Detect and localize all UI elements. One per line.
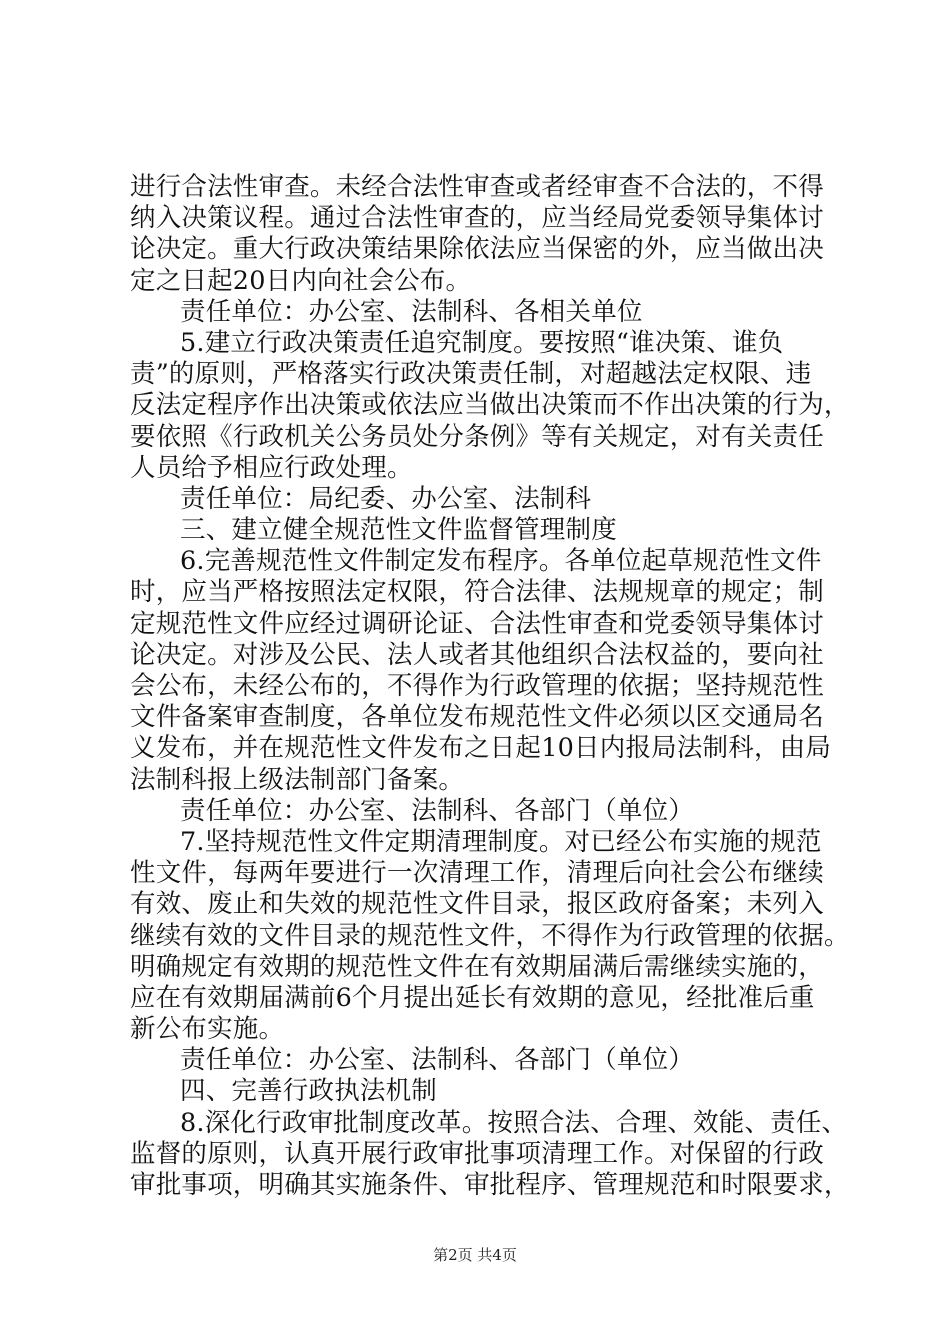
- text-line: 8.深化行政审批制度改革。按照合法、合理、效能、责任、: [180, 1107, 848, 1138]
- text-line: 新公布实施。: [130, 1014, 285, 1045]
- text-line: 论决定。重大行政决策结果除依法应当保密的外，应当做出决: [130, 234, 824, 265]
- text-line: 义发布，并在规范性文件发布之日起10日内报局法制科，由局: [130, 733, 832, 764]
- text-line: 责任单位：办公室、法制科、各相关单位: [180, 296, 643, 327]
- text-line: 纳入决策议程。通过合法性审查的，应当经局党委领导集体讨: [130, 203, 824, 234]
- text-line: 定之日起20日内向社会公布。: [130, 265, 472, 296]
- text-line: 明确规定有效期的规范性文件在有效期届满后需继续实施的，: [130, 951, 824, 982]
- document-body: [130, 172, 850, 1201]
- text-line: 论决定。对涉及公民、法人或者其他组织合法权益的，要向社: [130, 639, 824, 670]
- text-line: 有效、废止和失效的规范性文件目录，报区政府备案；未列入: [130, 889, 824, 920]
- text-line: 反法定程序作出决策或依法应当做出决策而不作出决策的行为，: [130, 390, 850, 421]
- text-line: 监督的原则，认真开展行政审批事项清理工作。对保留的行政: [130, 1138, 824, 1169]
- text-line: 进行合法性审查。未经合法性审查或者经审查不合法的，不得: [130, 172, 824, 202]
- text-line: 三、建立健全规范性文件监督管理制度: [180, 515, 617, 546]
- text-line: 四、完善行政执法机制: [180, 1076, 438, 1107]
- text-line: 法制科报上级法制部门备案。: [130, 764, 465, 795]
- text-line: 人员给予相应行政处理。: [130, 452, 413, 483]
- text-line: 性文件，每两年要进行一次清理工作，清理后向社会公布继续: [130, 858, 824, 889]
- text-line: 责任单位：局纪委、办公室、法制科: [180, 483, 592, 514]
- text-line: 责”的原则，严格落实行政决策责任制，对超越法定权限、违: [130, 359, 812, 390]
- text-line: 7.坚持规范性文件定期清理制度。对已经公布实施的规范: [180, 826, 822, 857]
- page-footer: 第2页 共4页: [433, 1246, 517, 1264]
- text-line: 审批事项，明确其实施条件、审批程序、管理规范和时限要求，: [130, 1170, 850, 1200]
- text-line: 文件备案审查制度，各单位发布规范性文件必须以区交通局名: [130, 702, 824, 733]
- text-line: 6.完善规范性文件制定发布程序。各单位起草规范性文件: [180, 546, 822, 577]
- text-line: 时，应当严格按照法定权限，符合法律、法规规章的规定；制: [130, 577, 824, 608]
- text-line: 定规范性文件应经过调研论证、合法性审查和党委领导集体讨: [130, 608, 824, 639]
- text-line: 应在有效期届满前6个月提出延长有效期的意见，经批准后重: [130, 982, 815, 1013]
- text-line: 继续有效的文件目录的规范性文件，不得作为行政管理的依据。: [130, 920, 850, 951]
- text-line: 责任单位：办公室、法制科、各部门（单位）: [180, 1045, 695, 1076]
- text-line: 5.建立行政决策责任追究制度。要按照“谁决策、谁负: [180, 327, 784, 358]
- text-line: 会公布，未经公布的，不得作为行政管理的依据；坚持规范性: [130, 671, 824, 701]
- text-line: 责任单位：办公室、法制科、各部门（单位）: [180, 795, 695, 826]
- text-line: 要依照《行政机关公务员处分条例》等有关规定，对有关责任: [130, 421, 824, 452]
